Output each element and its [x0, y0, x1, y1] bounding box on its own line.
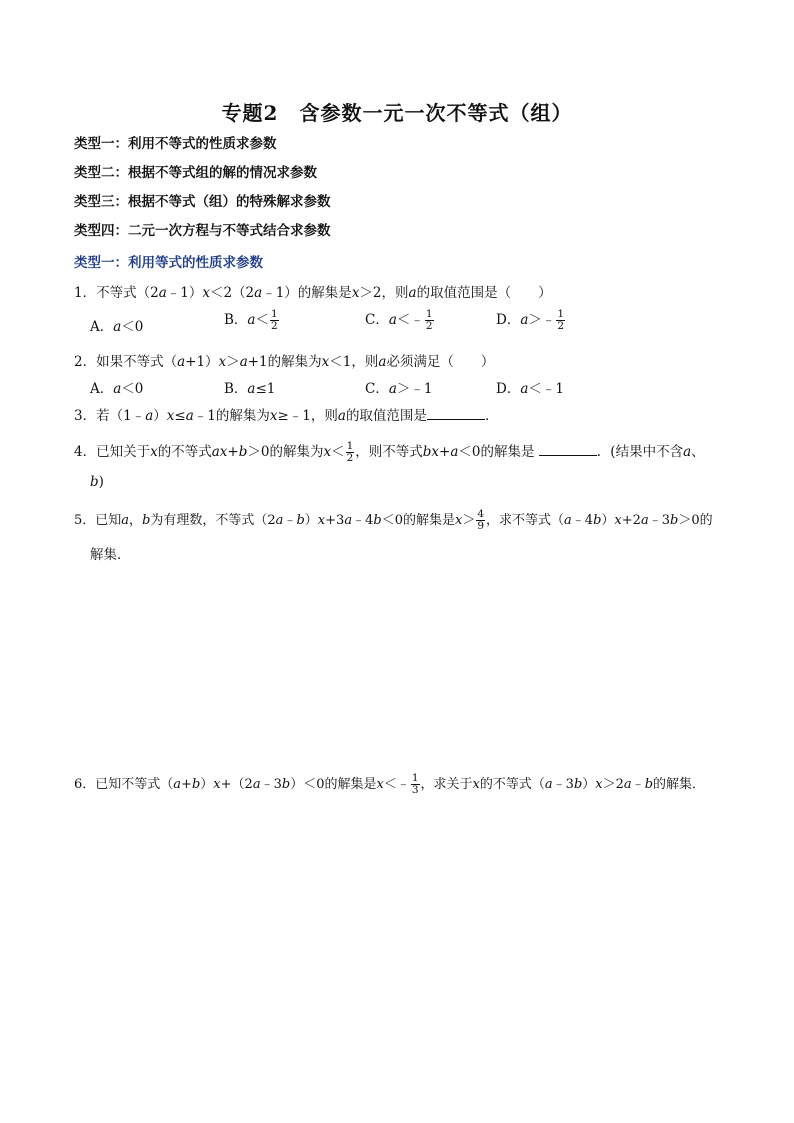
option-value: ＜0: [121, 381, 144, 397]
var-a: a: [640, 513, 649, 528]
var-x: x: [213, 777, 221, 792]
var-a: a: [450, 444, 459, 460]
q5-text: +2: [621, 513, 641, 528]
var-b: b: [573, 777, 583, 792]
option-value: ≤1: [255, 381, 276, 397]
fraction-numerator: 1: [557, 308, 565, 320]
page-title: 专题2 含参数一元一次不等式（组）: [221, 101, 573, 125]
q4-text: 、: [691, 444, 705, 460]
q3-text: ≥﹣1，则: [277, 408, 338, 424]
question-4: 4．已知关于x的不等式ax+b＞0的解集为x＜ $\frac{1}{2}$ ，则不等式bx+a＜0的解集是 ．(结果中不含a、: [74, 440, 705, 464]
var-a: a: [239, 354, 248, 370]
var-x: x: [376, 777, 384, 792]
var-a: a: [275, 513, 284, 528]
type-item-3: 类型三：根据不等式（组）的特殊解求参数: [74, 194, 331, 210]
q5-text: 为有理数，不等式（2: [150, 513, 276, 528]
option-letter: A．: [90, 319, 114, 335]
option-letter: A．: [90, 381, 114, 397]
var-a: a: [113, 381, 122, 397]
fraction-denominator: 2: [425, 320, 433, 332]
q6-text: ＜﹣: [383, 777, 410, 792]
q6-text: ）: [200, 777, 214, 792]
var-a: a: [544, 777, 553, 792]
var-a: a: [388, 381, 397, 397]
option-letter: B．: [224, 312, 248, 328]
q2-text: ＜1，则: [329, 354, 379, 370]
var-a: a: [145, 408, 154, 424]
var-a: a: [520, 312, 529, 328]
var-x: x: [472, 777, 480, 792]
fraction-numerator: 4: [477, 508, 485, 520]
option-value: ＜﹣: [396, 312, 424, 328]
question-6: [74, 773, 705, 796]
q4-text: 的不等式: [157, 444, 212, 460]
question-1: [74, 281, 552, 301]
q2-text: 2．如果不等式（: [74, 354, 178, 370]
question-2: [74, 350, 494, 370]
var-b: b: [90, 474, 99, 490]
type-item-4: 类型四：二元一次方程与不等式结合求参数: [74, 223, 331, 239]
var-x: x: [150, 444, 158, 460]
answer-blank[interactable]: [427, 407, 485, 420]
question-3: [74, 404, 498, 424]
var-x: x: [351, 285, 360, 301]
q6-text: ﹣: [631, 777, 645, 792]
var-a: a: [247, 312, 256, 328]
var-ax: ax: [211, 444, 228, 460]
var-b: b: [593, 513, 602, 528]
q5-text: 5．已知: [74, 513, 122, 528]
var-a: a: [158, 285, 167, 301]
q2-option-b[interactable]: [224, 377, 275, 397]
option-letter: D．: [496, 312, 521, 328]
q6-text: +: [181, 777, 192, 792]
fraction-one-half: [556, 309, 565, 332]
q3-text: 的取值范围是: [345, 408, 427, 424]
var-a: a: [520, 381, 529, 397]
fraction-numerator: 1: [425, 308, 433, 320]
var-b: b: [142, 513, 151, 528]
var-a: a: [247, 381, 256, 397]
option-letter: C．: [365, 381, 389, 397]
q1-text: ﹣1）: [166, 285, 203, 301]
q1-text: ﹣1）的解集是: [262, 285, 352, 301]
var-a: a: [683, 444, 692, 460]
fraction-denominator: 2: [557, 320, 565, 332]
q1-text: 1．不等式（2: [74, 285, 159, 301]
q6-text: ﹣3: [552, 777, 574, 792]
q4-text: ．(结果中不含: [596, 444, 684, 460]
fraction-one-half: [346, 441, 355, 464]
var-b: b: [296, 513, 305, 528]
fraction-one-third: [411, 773, 420, 796]
q6-text: 6．已知不等式（: [74, 777, 174, 792]
var-x: x: [321, 354, 330, 370]
q6-text: ，求关于: [420, 777, 473, 792]
var-b: b: [238, 444, 248, 460]
var-x: x: [614, 513, 622, 528]
var-a: a: [252, 777, 261, 792]
q5-text: ＜0的解集是: [381, 513, 455, 528]
fraction-denominator: 2: [346, 452, 354, 464]
var-a: a: [113, 319, 122, 335]
var-x: x: [595, 777, 603, 792]
q6-text: ）＜0的解集是: [290, 777, 377, 792]
q5-text: ﹣3: [648, 513, 670, 528]
q5-text: +3: [325, 513, 345, 528]
q1-option-c[interactable]: [365, 308, 435, 332]
var-x: x: [317, 513, 326, 528]
q2-text: +1的解集为: [247, 354, 322, 370]
var-x: x: [218, 354, 227, 370]
q4-text: ): [98, 474, 104, 490]
q6-text: ＞2: [602, 777, 624, 792]
q2-text: 必须满足（ ）: [386, 354, 495, 370]
question-5-continued: 解集．: [90, 547, 131, 563]
q5-text: ﹣: [283, 513, 297, 528]
q5-text: ＞0的: [678, 513, 713, 528]
q2-text: +1）: [185, 354, 219, 370]
fraction-denominator: 2: [270, 320, 278, 332]
var-a: a: [388, 312, 397, 328]
var-b: b: [281, 777, 291, 792]
var-b: b: [644, 777, 654, 792]
fraction-four-ninths: [476, 509, 485, 532]
var-x: x: [323, 444, 332, 460]
q2-option-d[interactable]: [496, 377, 564, 397]
var-a: a: [344, 513, 353, 528]
var-b: b: [373, 513, 382, 528]
var-a: a: [337, 408, 346, 424]
var-a: a: [564, 513, 572, 528]
q5-text: ）: [304, 513, 318, 528]
q1-option-d[interactable]: [496, 308, 566, 332]
q3-text: ．: [484, 408, 499, 424]
var-a: a: [173, 777, 182, 792]
answer-blank[interactable]: [539, 443, 597, 456]
option-value: ＞﹣: [528, 312, 556, 328]
q6-text: 的不等式（: [479, 777, 545, 792]
q3-text: ﹣1的解集为: [193, 408, 270, 424]
q5-text: ﹣4: [352, 513, 374, 528]
q5-text: ，: [129, 513, 143, 528]
var-bx: bx: [422, 444, 440, 460]
q6-text: ）: [582, 777, 596, 792]
var-x: x: [166, 408, 175, 424]
type-item-1: 类型一：利用不等式的性质求参数: [74, 136, 277, 152]
q4-text: ＜: [331, 444, 345, 460]
q4-text: 4．已知关于: [74, 444, 151, 460]
option-value: ＜﹣1: [528, 381, 564, 397]
var-a: a: [254, 285, 263, 301]
q2-option-c[interactable]: [365, 377, 433, 397]
q5-text: ）: [601, 513, 615, 528]
q5-text: ，求不等式（: [486, 513, 565, 528]
section-heading-type-1: 类型一：利用等式的性质求参数: [74, 255, 263, 271]
q2-text: ＞: [226, 354, 240, 370]
option-value: ＞﹣1: [396, 381, 433, 397]
option-value: ＜: [255, 312, 269, 328]
q6-text: 的解集．: [653, 777, 706, 792]
fraction-numerator: 1: [270, 308, 278, 320]
q6-text: +（2: [220, 777, 253, 792]
q3-text: ≤: [174, 408, 186, 424]
question-5: [74, 509, 713, 532]
type-list: [74, 136, 331, 252]
var-a: a: [378, 354, 387, 370]
q6-text: ﹣3: [260, 777, 282, 792]
q3-text: ）: [153, 408, 167, 424]
question-4-continued: [90, 474, 104, 490]
q4-text: ，则不等式: [355, 444, 423, 460]
fraction-numerator: 1: [346, 440, 354, 452]
var-x: x: [454, 513, 463, 528]
var-x: x: [202, 285, 210, 301]
var-a: a: [185, 408, 194, 424]
option-value: ＜0: [121, 319, 144, 335]
var-a: a: [177, 354, 186, 370]
q1-text: ＞2，则: [359, 285, 409, 301]
var-a: a: [623, 777, 632, 792]
q1-option-b[interactable]: [224, 308, 280, 332]
q1-option-a[interactable]: [90, 315, 143, 335]
var-b: b: [191, 777, 201, 792]
fraction-denominator: 9: [477, 520, 485, 532]
type-item-2: 类型二：根据不等式组的解的情况求参数: [74, 165, 317, 181]
option-letter: B．: [224, 381, 248, 397]
option-letter: C．: [365, 312, 389, 328]
fraction-denominator: 3: [411, 784, 419, 796]
fraction-one-half: [425, 309, 434, 332]
fraction-numerator: 1: [411, 772, 419, 784]
var-a: a: [408, 285, 417, 301]
q1-text: ＜2（2: [209, 285, 255, 301]
q4-text: ＞0的解集为: [247, 444, 324, 460]
q3-text: 3．若（1﹣: [74, 408, 146, 424]
q2-option-a[interactable]: [90, 377, 143, 397]
option-letter: D．: [496, 381, 521, 397]
var-b: b: [669, 513, 679, 528]
q1-text: 的取值范围是（ ）: [416, 285, 552, 301]
var-a: a: [121, 513, 130, 528]
q5-text: ＞: [462, 513, 476, 528]
q4-text: ＜0的解集是: [458, 444, 535, 460]
var-x: x: [269, 408, 278, 424]
fraction-one-half: [270, 309, 279, 332]
q5-text: ﹣4: [571, 513, 594, 528]
